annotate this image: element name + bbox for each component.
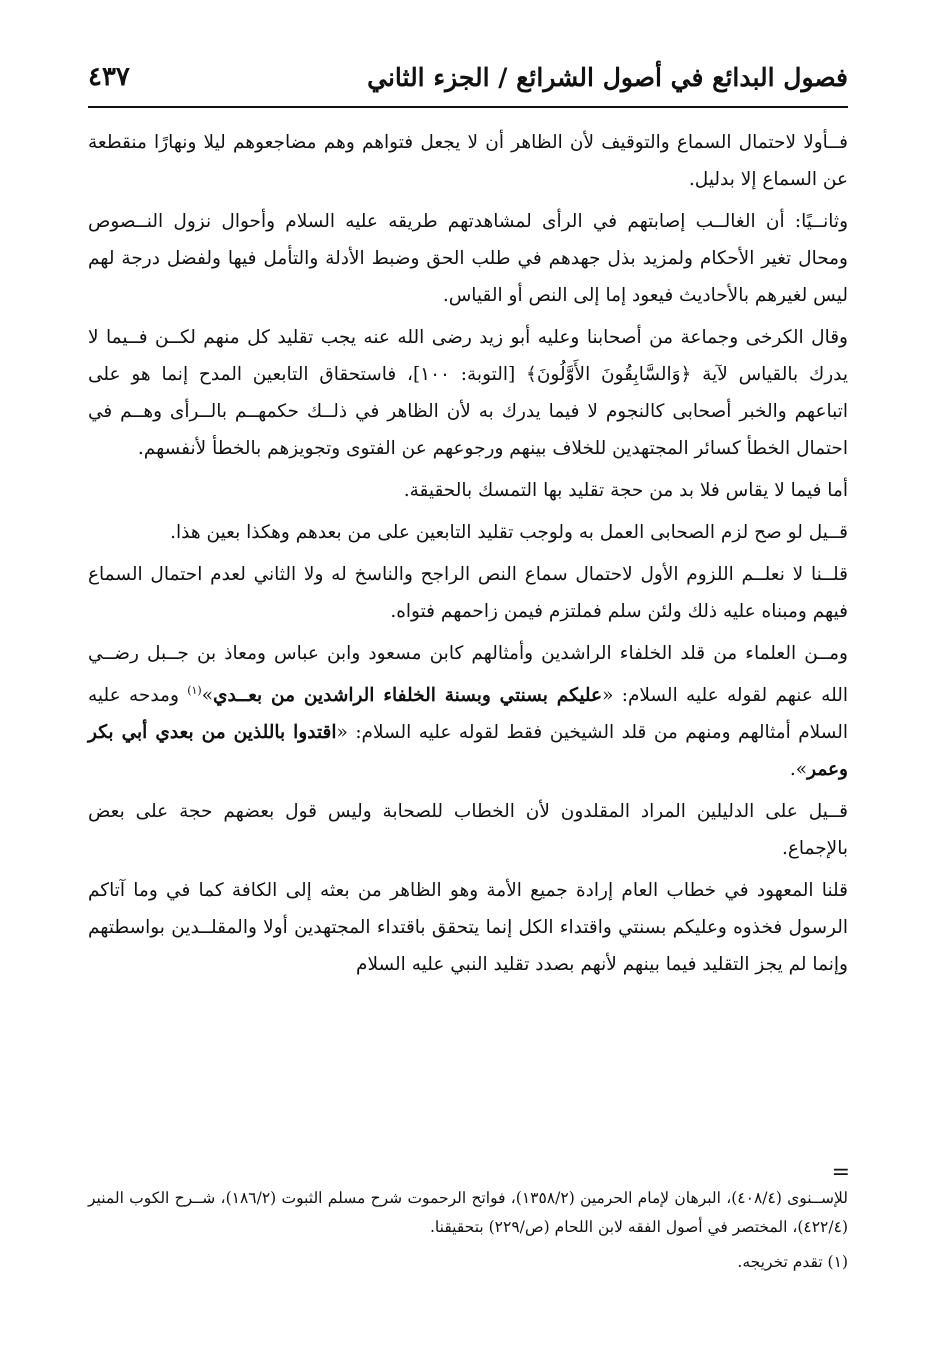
- p7-text-a: ومــن العلماء من قلد الخلفاء الراشدين وأمثالهم كابن مسعود وابن عباس ومعاذ بن جــبل رضــي الله عنهم لقوله عليه السلام: «: [88, 643, 849, 707]
- paragraph-9: قلنا المعهود في خطاب العام إرادة جميع الأمة وهو الظاهر من بعثه إلى الكافة كما في وما آتاكم الرسول فخذوه وعليكم بسنتي واقتداء الكل إنما يتحقق باقتداء المجتهدين أولا والمقلــدين بواسطتهم وإنما لم يجز التقليد فيما بينهم لأنهم بصدد تقليد النبي عليه السلام: [88, 880, 848, 976]
- p7-text-d: ومدحه عليه السلام أمثالهم ومنهم من قلد الشيخين فقط لقوله عليه السلام: «: [88, 685, 848, 744]
- paragraph-7: [88, 635, 848, 788]
- paragraph-3: وقال الكرخى وجماعة من أصحابنا وعليه أبو زيد رضى الله عنه يجب تقليد كل منهم لكــن فــيما لا يدرك بالقياس لآية ﴿وَالسَّابِقُونَ الأَوَّلُونَ﴾ [التوبة: ١٠٠]، فاستحقاق التابعين المدح إنما هو على اتباعهم والخبر أصحابى كالنجوم لا فيما يدرك به لأن الظاهر في ذلــك حكمهــم بالــرأى وهــم في احتمال الخطأ كسائر المجتهدين للخلاف بينهم ورجوعهم عن الفتوى وتجويزهم بالخطأ لأنفسهم.: [88, 327, 848, 459]
- page-number: ٤٣٧: [88, 62, 130, 92]
- running-title: فصول البدائع في أصول الشرائع / الجزء الثاني: [367, 62, 848, 92]
- footnotes: [88, 1184, 848, 1283]
- p7-text-c: »: [201, 685, 214, 707]
- paragraph-6: قلــنا لا نعلــم اللزوم الأول لاحتمال سماع النص الراجح والناسخ له ولا الثاني لعدم احتمال السماع فيهم ومبناه عليه ذلك ولئن سلم فملتزم فيمن زاحمهم فتواه.: [88, 564, 848, 622]
- footnote-1: (١) تقدم تخريجه.: [737, 1253, 848, 1271]
- footnote-ref-1[interactable]: (١): [187, 684, 202, 697]
- paragraph-2: وثانــيًا: أن الغالــب إصابتهم في الرأى لمشاهدتهم طريقه عليه السلام وأحوال نزول النــصوص ومحال تغير الأحكام ولمزيد بذل جهدهم في طلب الحق وضبط الأدلة والتأمل فيها ولفضل درجة لهم ليس لغيرهم بالأحاديث فيعود إما إلى النص أو القياس.: [88, 211, 848, 306]
- main-text: [88, 124, 848, 988]
- p7-text-f: ».: [789, 759, 808, 781]
- hadith-quote-2: اقتدوا باللذين من بعدي أبي بكر وعمر: [88, 722, 848, 781]
- hadith-quote-1: عليكم بسنتي وبسنة الخلفاء الراشدين من بعــدي: [213, 685, 603, 707]
- header-rule: [88, 106, 848, 108]
- footnote-continuation: للإســنوى (٤٠٨/٤)، البرهان لإمام الحرمين (١٣٥٨/٢)، فواتح الرحموت شرح مسلم الثبوت (١٨٦/٢)، شــرح الكوب المنير (٤٢٢/٤)، المختصر في أصول الفقه لابن اللحام (ص/٢٢٩) بتحقيقنا.: [88, 1189, 849, 1236]
- paragraph-8: قــيل على الدليلين المراد المقلدون لأن الخطاب للصحابة وليس قول بعضهم حجة على بعض بالإجماع.: [88, 801, 848, 860]
- footnote-continuation-mark: =: [831, 1160, 850, 1185]
- paragraph-1: فــأولا لاحتمال السماع والتوقيف لأن الظاهر أن لا يجعل فتواهم وهم مضاجعوهم ليلا ونهارًا منقطعة عن السماع إلا بدليل.: [88, 132, 848, 190]
- paragraph-4: أما فيما لا يقاس فلا بد من حجة تقليد بها التمسك بالحقيقة.: [403, 480, 848, 501]
- page-header: [88, 52, 848, 102]
- paragraph-5: قــيل لو صح لزم الصحابى العمل به ولوجب تقليد التابعين على من بعدهم وهكذا بعين هذا.: [170, 522, 848, 543]
